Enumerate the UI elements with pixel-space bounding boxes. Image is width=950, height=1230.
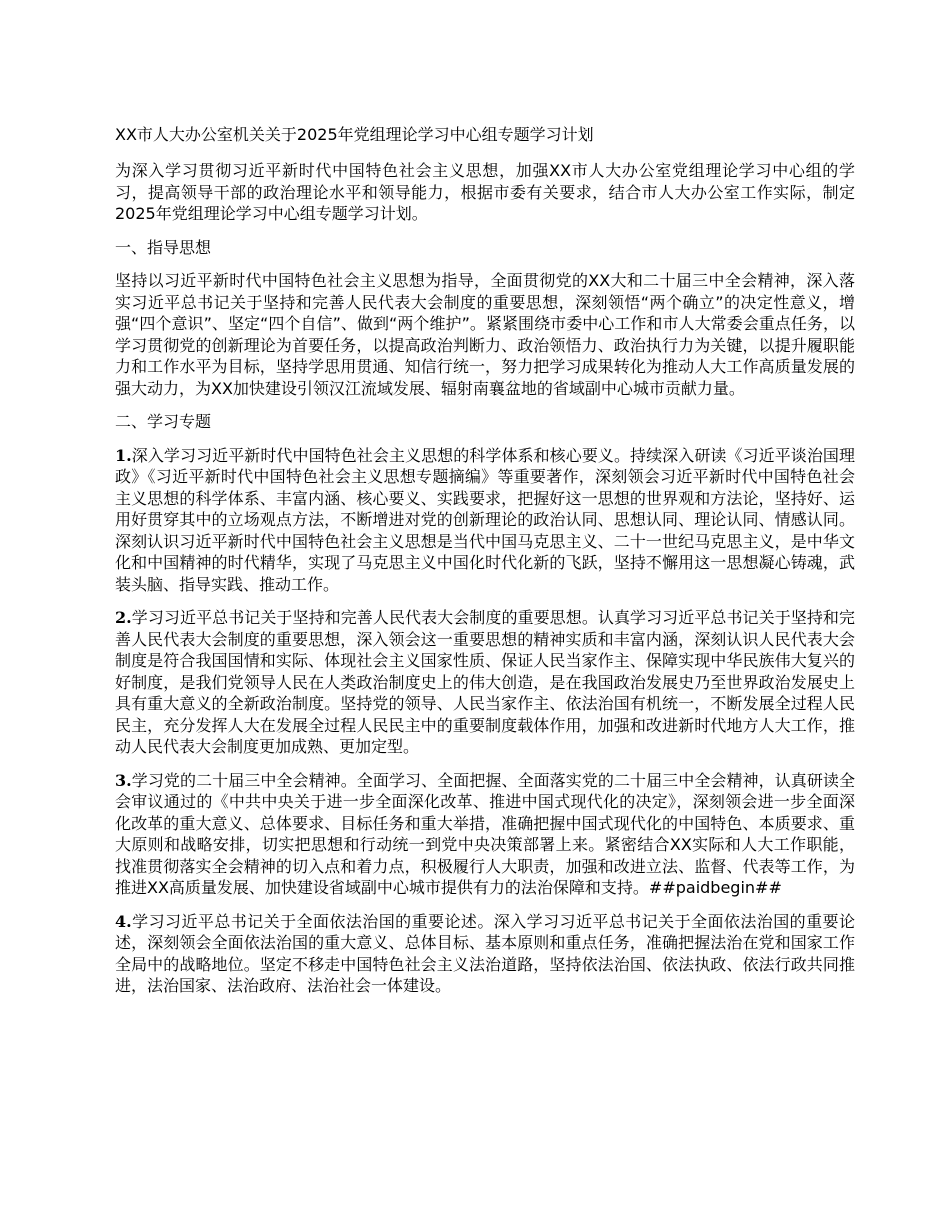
study-topic-number: 2. <box>115 608 132 627</box>
guiding-thought-paragraph: 坚持以习近平新时代中国特色社会主义思想为指导，全面贯彻党的XX大和二十届三中全会精神，深入落实习近平总书记关于坚持和完善人民代表大会制度的重要思想，深刻领悟“两个确立”的决定性意义，增强“四个意识”、坚定“四个自信”、做到“两个维护”。紧紧围绕市委中心工作和市人大常委会重点任务，以学习贯彻党的创新理论为首要任务，以提高政治判断力、政治领悟力、政治执行力为关键，以提升履职能力和工作水平为目标，坚持学思用贯通、知信行统一，努力把学习成果转化为推动人大工作高质量发展的强大动力，为XX加快建设引领汉江流域发展、辐射南襄盆地的省域副中心城市贡献力量。 <box>115 271 855 398</box>
study-topic-text: 学习党的二十届三中全会精神。全面学习、全面把握、全面落实党的二十届三中全会精神，认真研读全会审议通过的《中共中央关于进一步全面深化改革、推进中国式现代化的决定》，深刻领会进一步全面深化改革的重大意义、总体要求、目标任务和重大举措，准确把握中国式现代化的中国特色、本质要求、重大原则和战略安排，切实把思想和行动统一到党中央决策部署上来。紧密结合XX实际和人大工作职能，找准贯彻落实全会精神的切入点和着力点，积极履行人大职责，加强和改进立法、监督、代表等工作，为推进XX高质量发展、加快建设省域副中心城市提供有力的法治保障和支持。##paidbegin## <box>115 770 855 897</box>
study-topic-number: 4. <box>115 911 132 931</box>
study-topic-number: 3. <box>115 770 132 790</box>
study-topic-text: 学习习近平总书记关于坚持和完善人民代表大会制度的重要思想。认真学习习近平总书记关于坚持和完善人民代表大会制度的重要思想，深入领会这一重要思想的精神实质和丰富内涵，深刻认识人民代表大会制度是符合我国国情和实际、体现社会主义国家性质、保证人民当家作主、保障实现中华民族伟大复兴的好制度，是我们党领导人民在人类政治制度史上的伟大创造，是在我国政治发展史乃至世界政治发展史上具有重大意义的全新政治制度。坚持党的领导、人民当家作主、依法治国有机统一，不断发展全过程人民民主，充分发挥人大在发展全过程人民民主中的重要制度载体作用，加强和改进新时代地方人大工作，推动人民代表大会制度更加成熟、更加定型。 <box>115 608 855 756</box>
study-topic-text: 学习习近平总书记关于全面依法治国的重要论述。深入学习习近平总书记关于全面依法治国的重要论述，深刻领会全面依法治国的重大意义、总体目标、基本原则和重点任务，准确把握法治在党和国家工作全局中的战略地位。坚定不移走中国特色社会主义法治道路，坚持依法治国、依法执政、依法行政共同推进，法治国家、法治政府、法治社会一体建设。 <box>115 911 855 995</box>
study-topic-item <box>115 911 855 997</box>
document-page <box>115 124 855 1009</box>
section-heading-guiding-thought: 一、指导思想 <box>115 237 212 257</box>
study-topic-item <box>115 607 855 758</box>
study-topic-number: 1. <box>115 445 132 465</box>
study-topic-item <box>115 770 855 899</box>
study-topic-item <box>115 445 855 596</box>
intro-paragraph: 为深入学习贯彻习近平新时代中国特色社会主义思想，加强XX市人大办公室党组理论学习中心组的学习，提高领导干部的政治理论水平和领导能力，根据市委有关要求，结合市人大办公室工作实际，制定2025年党组理论学习中心组专题学习计划。 <box>115 161 855 223</box>
document-title: XX市人大办公室机关关于2025年党组理论学习中心组专题学习计划 <box>115 125 594 144</box>
study-topic-text: 深入学习习近平新时代中国特色社会主义思想的科学体系和核心要义。持续深入研读《习近平谈治国理政》《习近平新时代中国特色社会主义思想专题摘编》等重要著作，深刻领会习近平新时代中国特色社会主义思想的科学体系、丰富内涵、核心要义、实践要求，把握好这一思想的世界观和方法论，坚持好、运用好贯穿其中的立场观点方法，不断增进对党的创新理论的政治认同、思想认同、理论认同、情感认同。深刻认识习近平新时代中国特色社会主义思想是当代中国马克思主义、二十一世纪马克思主义，是中华文化和中国精神的时代精华，实现了马克思主义中国化时代化新的飞跃，坚持不懈用这一思想凝心铸魂，武装头脑、指导实践、推动工作。 <box>115 445 855 594</box>
section-heading-study-topics: 二、学习专题 <box>115 412 212 431</box>
